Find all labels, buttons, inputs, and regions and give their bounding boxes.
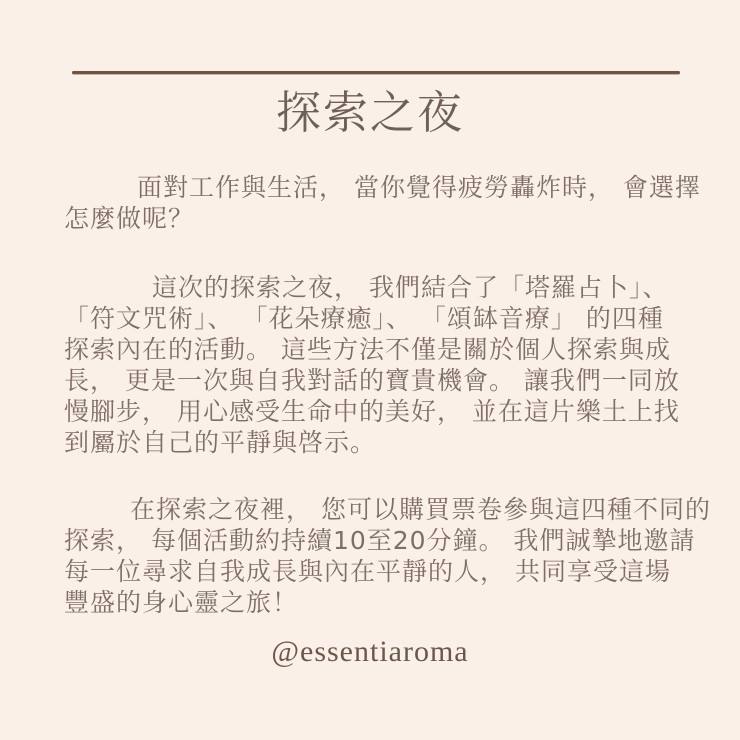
text-line: 面對工作與生活， 當你覺得疲勞轟炸時， 會選擇 [137,173,701,202]
text-line: 「符文咒術」、 「花朵療癒」、 「頌缽音療」 的四種 [64,304,664,333]
text-line: 到屬於自己的平靜與啓示。 [64,428,377,457]
text-line: 怎麼做呢？ [64,204,195,233]
text-line: 在探索之夜裡， 您可以購買票卷參與這四種不同的 [130,495,711,524]
text-line: 探索內在的活動。 這些方法不僅是關於個人探索與成 [64,335,671,364]
paragraph-invitation [64,494,711,618]
text-line: 慢腳步， 用心感受生命中的美好， 並在這片樂土上找 [64,397,680,426]
paragraph-activities [64,272,688,458]
text-line: 每一位尋求自我成長與內在平靜的人， 共同享受這場 [64,557,671,586]
text-line: 這次的探索之夜， 我們結合了「塔羅占卜」、 [152,273,669,302]
text-line: 探索， 每個活動約持續10至20分鐘。 我們誠摯地邀請 [64,526,696,555]
paragraph-intro [64,172,701,234]
text-line: 豐盛的身心靈之旅！ [64,588,299,617]
body-text [64,172,711,618]
instagram-handle: @essentiaroma [271,635,469,668]
text-line: 長， 更是一次與自我對話的寶貴機會。 讓我們一同放 [64,366,680,395]
page-title: 探索之夜 [275,86,464,139]
divider-line [72,71,680,74]
